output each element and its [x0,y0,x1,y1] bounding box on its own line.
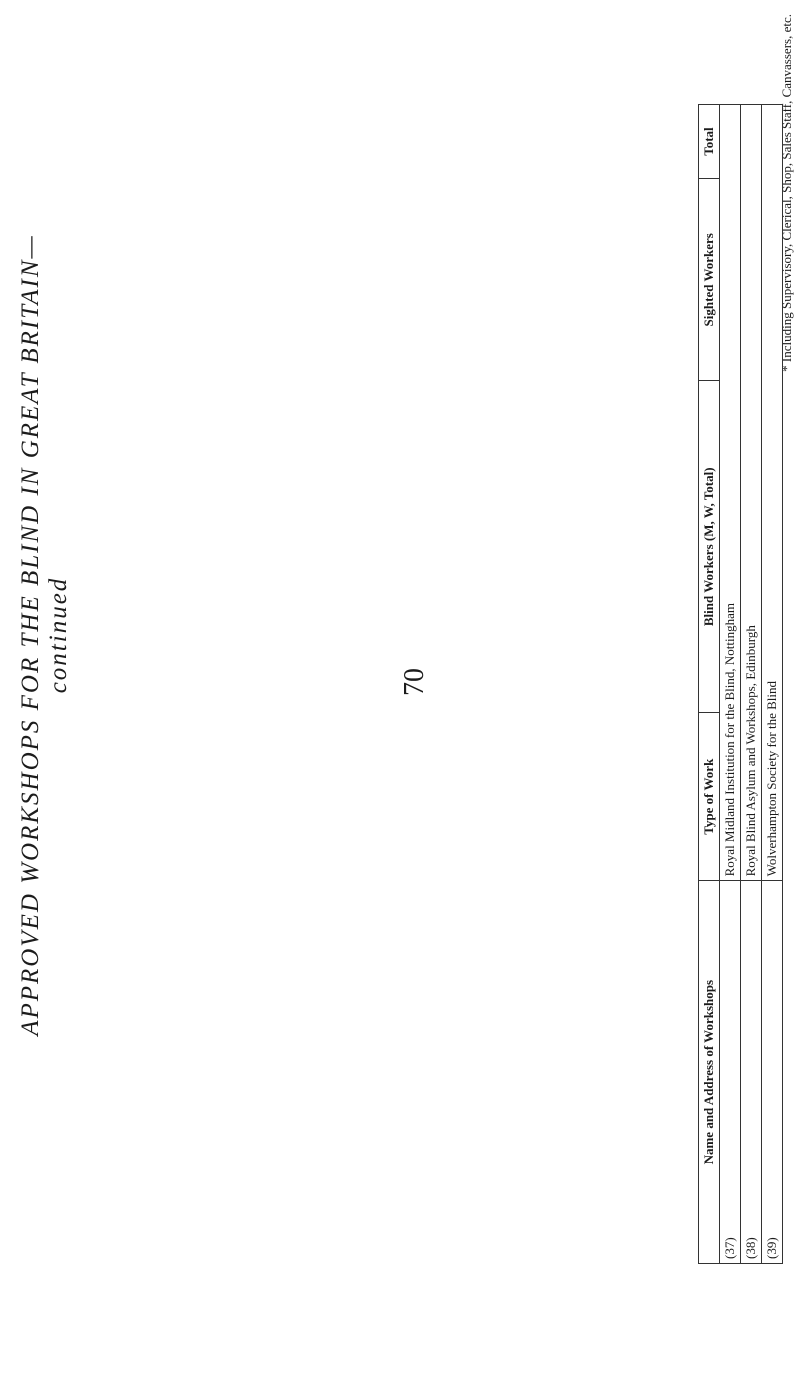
workshops-table [698,104,783,1264]
row-id: (38) [741,881,762,1264]
col-name: Name and Address of Workshops [699,881,720,1264]
row-id: (39) [762,881,783,1264]
page-title: APPROVED WORKSHOPS FOR THE BLIND IN GREAT BRITAIN—continued [17,234,72,1036]
table-row [720,105,741,1264]
table-row [762,105,783,1264]
page-number: 70 [399,668,430,696]
row-name: Royal Midland Institution for the Blind, Nottingham [720,105,741,881]
footnote: * Including Supervisory, Clerical, Shop, Sales Staff, Canvassers, etc. [779,14,794,372]
table-row [741,105,762,1264]
col-sighted: Sighted Workers [699,179,720,381]
row-name: Wolverhampton Society for the Blind [762,105,783,881]
col-type: Type of Work [699,713,720,881]
col-total: Total [699,105,720,179]
row-name: Royal Blind Asylum and Workshops, Edinburgh [741,105,762,881]
row-id: (37) [720,881,741,1264]
col-blind: Blind Workers (M, W, Total) [699,381,720,713]
